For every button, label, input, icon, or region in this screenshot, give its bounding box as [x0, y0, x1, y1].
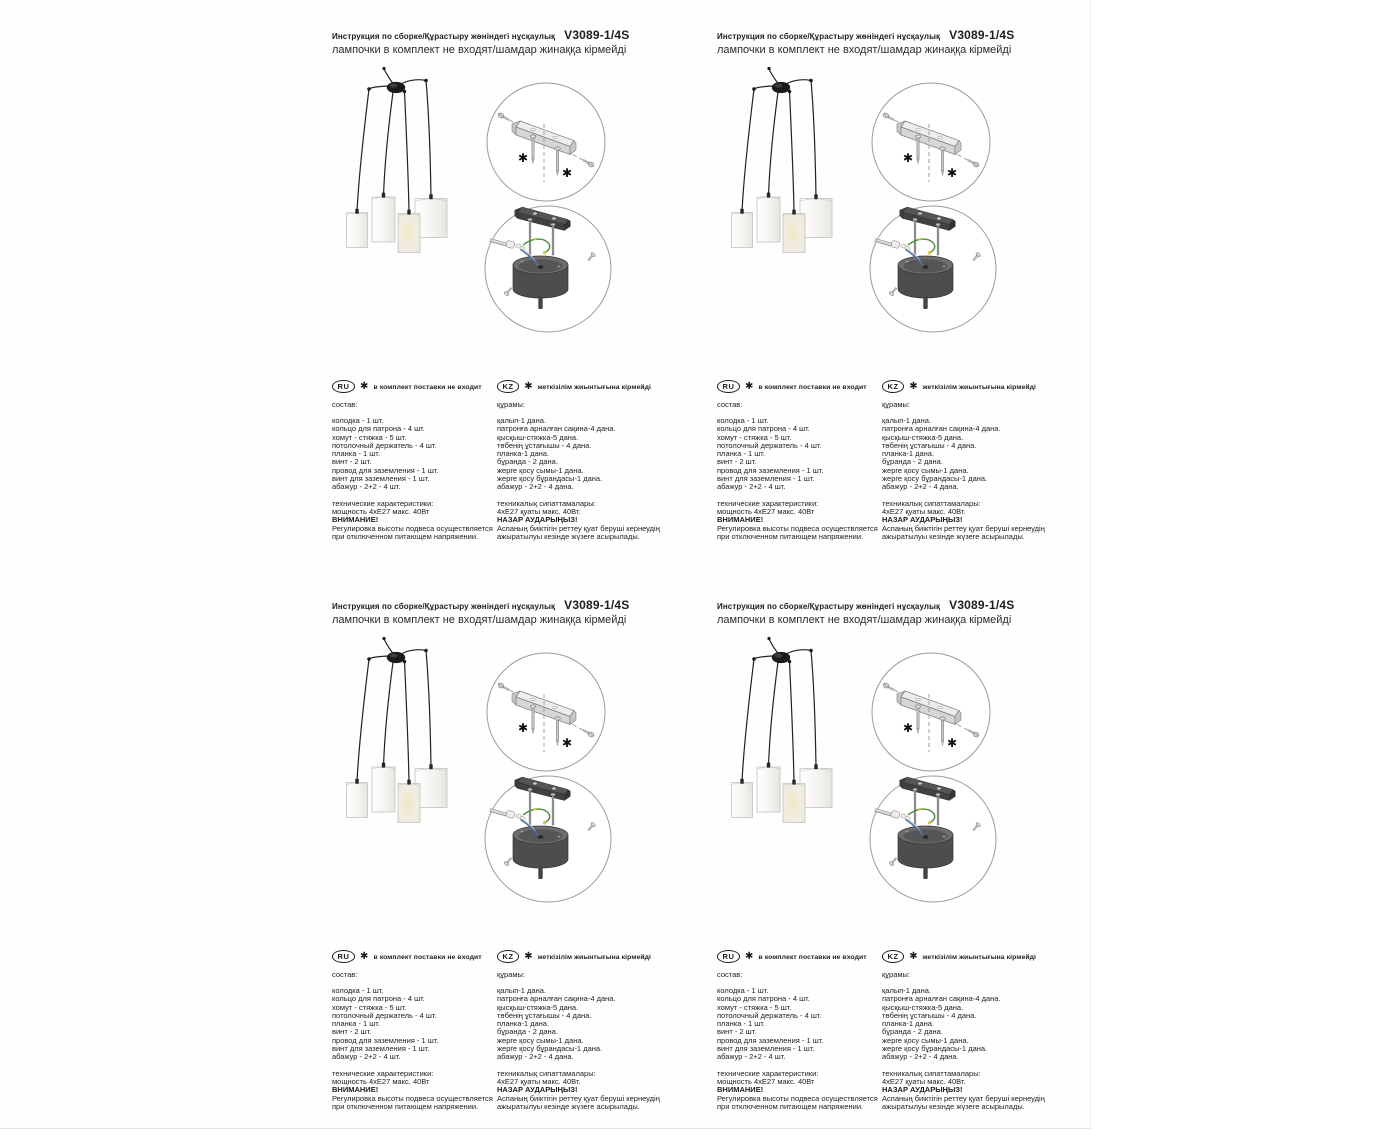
part-item: винт для заземления - 1 шт.: [332, 474, 430, 484]
model-number: V3089-1/4S: [564, 28, 630, 42]
ru-section: [332, 380, 493, 541]
ceiling-cup-wiring-detail: [485, 776, 611, 902]
ru-specs: [332, 500, 493, 541]
part-item: патронға арналған сақина-4 дана.: [882, 424, 1001, 434]
mounting-bracket-detail: [487, 83, 605, 201]
panel-header: [332, 598, 630, 626]
part-item: винт для заземления - 1 шт.: [332, 1044, 430, 1054]
ceiling-canopy-icon: [387, 652, 405, 663]
ru-badge: RU: [332, 950, 355, 963]
part-item: жерге қосу сымы-1 дана.: [497, 465, 584, 475]
part-item: абажур - 2+2 - 4 дана.: [882, 1052, 959, 1062]
ru-specs-power: мощность 4хЕ27 макс. 40Вт: [332, 506, 430, 516]
ru-parts-list: [717, 417, 878, 492]
ru-specs-power: мощность 4хЕ27 макс. 40Вт: [332, 1076, 430, 1086]
pendant-lamp-drawing: [732, 637, 833, 823]
asterisk-icon: ✱: [524, 950, 533, 962]
ru-section: [717, 380, 878, 541]
kz-specs: [882, 500, 1053, 541]
pendant-lamp-drawing: [732, 67, 833, 253]
model-number: V3089-1/4S: [949, 28, 1015, 42]
title-row: [717, 598, 1015, 612]
kz-warning-title: НАЗАР АУДАРЫҢЫЗ!: [882, 1085, 963, 1095]
kz-section: [497, 950, 668, 1111]
instruction-title: Инструкция по сборке/Құрастыру жөніндегі нұсқаулық: [332, 32, 556, 41]
kz-list-title: құрамы:: [882, 970, 911, 979]
part-item: жерге қосу бұрандасы-1 дана.: [497, 1044, 603, 1054]
kz-specs-title: техникалық сипаттамалары:: [882, 498, 981, 508]
part-item: қалып-1 дана.: [497, 986, 546, 995]
ru-not-included-note: в комплект поставки не входит: [373, 383, 482, 391]
part-item: абажур - 2+2 - 4 шт.: [332, 482, 401, 492]
part-item: қысқыш-стяжка-5 дана.: [497, 432, 579, 442]
ru-specs: [717, 500, 878, 541]
asterisk-marker: ✱: [518, 721, 529, 735]
ru-badge: RU: [717, 380, 740, 393]
asterisk-marker: ✱: [518, 151, 529, 165]
part-item: винт - 2 шт.: [717, 457, 757, 467]
panel-header: [717, 598, 1015, 626]
kz-specs: [497, 500, 668, 541]
asterisk-marker: ✱: [903, 721, 914, 735]
part-item: хомут - стяжка - 5 шт.: [332, 432, 407, 442]
instruction-title: Инструкция по сборке/Құрастыру жөніндегі нұсқаулық: [717, 602, 941, 611]
kz-section: [882, 950, 1053, 1111]
part-item: планка-1 дана.: [497, 1019, 550, 1029]
part-item: потолочный держатель - 4 шт.: [332, 1010, 437, 1020]
part-item: абажур - 2+2 - 4 шт.: [332, 1052, 401, 1062]
kz-parts-list: [882, 987, 1053, 1062]
part-item: патронға арналған сақина-4 дана.: [882, 994, 1001, 1004]
ru-not-included-note: в комплект поставки не входит: [373, 953, 482, 961]
assembly-diagram-svg: [330, 630, 670, 944]
lamp-shade: [372, 767, 395, 812]
part-item: планка - 1 шт.: [717, 1019, 765, 1029]
asterisk-icon: ✱: [745, 950, 754, 962]
pendant-lamp-drawing: [347, 637, 448, 823]
instruction-panel: [330, 28, 676, 568]
ru-warning-title: ВНИМАНИЕ!: [717, 515, 764, 525]
kz-badge: KZ: [497, 950, 519, 963]
ru-warning-title: ВНИМАНИЕ!: [332, 1085, 379, 1095]
ru-specs: [717, 1070, 878, 1111]
lamp-shade: [732, 213, 753, 248]
asterisk-icon: ✱: [524, 380, 533, 392]
ceiling-cup-wiring-detail: [870, 206, 996, 332]
ceiling-canopy-icon: [387, 82, 405, 93]
kz-parts-list: [497, 417, 668, 492]
ru-badge-row: [332, 380, 493, 393]
part-item: провод для заземления - 1 шт.: [717, 1035, 824, 1045]
part-item: колодка - 1 шт.: [717, 986, 769, 995]
ru-warning-text: Регулировка высоты подвеса осуществляется при отключенном питающем напряжении.: [717, 1093, 878, 1111]
ru-badge: RU: [717, 950, 740, 963]
kz-list-title: құрамы:: [882, 400, 911, 409]
part-item: төбенің ұстағышы - 4 дана.: [497, 1010, 592, 1020]
kz-specs-power: 4хЕ27 қуаты макс. 40Вт.: [882, 506, 966, 516]
part-item: винт - 2 шт.: [332, 1027, 372, 1037]
kz-specs-title: техникалық сипаттамалары:: [497, 1068, 596, 1078]
part-item: планка-1 дана.: [497, 449, 550, 459]
bulbs-not-included-note: лампочки в комплект не входят/шамдар жинаққа кірмейді: [332, 44, 627, 56]
ru-list-title: состав:: [717, 970, 743, 979]
ru-specs-title: технические характеристики:: [717, 1068, 819, 1078]
part-item: хомут - стяжка - 5 шт.: [717, 432, 792, 442]
part-item: потолочный держатель - 4 шт.: [717, 440, 822, 450]
part-item: қысқыш-стяжка-5 дана.: [882, 432, 964, 442]
ru-badge-row: [332, 950, 493, 963]
ru-warning-title: ВНИМАНИЕ!: [717, 1085, 764, 1095]
part-item: бұранда - 2 дана.: [882, 1027, 943, 1037]
asterisk-icon: ✱: [360, 950, 369, 962]
ru-warning-text: Регулировка высоты подвеса осуществляется при отключенном питающем напряжении.: [717, 523, 878, 541]
ground-wire-tip: [928, 821, 931, 824]
part-item: хомут - стяжка - 5 шт.: [717, 1002, 792, 1012]
bulbs-not-included-note: лампочки в комплект не входят/шамдар жинаққа кірмейді: [717, 44, 1012, 56]
ru-warning-text: Регулировка высоты подвеса осуществляется при отключенном питающем напряжении.: [332, 523, 493, 541]
kz-warning-text: Аспаның биіктігін реттеу қуат беруші кернеудің ажыратылуы кезінде жүзеге асырылады.: [497, 1093, 660, 1111]
kz-specs-title: техникалық сипаттамалары:: [497, 498, 596, 508]
part-item: колодка - 1 шт.: [332, 416, 384, 425]
part-item: қалып-1 дана.: [882, 986, 931, 995]
assembly-illustration: [715, 630, 1055, 944]
kz-specs-power: 4хЕ27 қуаты макс. 40Вт.: [882, 1076, 966, 1086]
part-item: винт для заземления - 1 шт.: [717, 1044, 815, 1054]
ru-specs: [332, 1070, 493, 1111]
part-item: қысқыш-стяжка-5 дана.: [882, 1002, 964, 1012]
part-item: колодка - 1 шт.: [717, 416, 769, 425]
ru-badge-row: [717, 380, 878, 393]
ceiling-cup-wiring-detail: [485, 206, 611, 332]
ru-badge: RU: [332, 380, 355, 393]
ru-list-title: состав:: [332, 400, 358, 409]
bulbs-not-included-note: лампочки в комплект не входят/шамдар жинаққа кірмейді: [717, 614, 1012, 626]
kz-warning-text: Аспаның биіктігін реттеу қуат беруші кернеудің ажыратылуы кезінде жүзеге асырылады.: [882, 523, 1045, 541]
assembly-illustration: [330, 60, 670, 374]
kz-not-included-note: жеткізілім жиынтығына кірмейді: [922, 383, 1037, 391]
ru-specs-power: мощность 4хЕ27 макс. 40Вт: [717, 1076, 815, 1086]
asterisk-icon: ✱: [745, 380, 754, 392]
asterisk-marker: ✱: [947, 736, 958, 750]
ru-warning-text: Регулировка высоты подвеса осуществляется при отключенном питающем напряжении.: [332, 1093, 493, 1111]
part-item: кольцо для патрона - 4 шт.: [717, 424, 810, 434]
lamp-shade: [347, 213, 368, 248]
part-item: абажур - 2+2 - 4 шт.: [717, 482, 786, 492]
part-item: төбенің ұстағышы - 4 дана.: [882, 1010, 977, 1020]
part-item: жерге қосу сымы-1 дана.: [497, 1035, 584, 1045]
ru-list-title: состав:: [332, 970, 358, 979]
kz-warning-title: НАЗАР АУДАРЫҢЫЗ!: [497, 1085, 578, 1095]
ru-warning-title: ВНИМАНИЕ!: [332, 515, 379, 525]
kz-warning-title: НАЗАР АУДАРЫҢЫЗ!: [497, 515, 578, 525]
ru-specs-title: технические характеристики:: [332, 498, 434, 508]
bulbs-not-included-note: лампочки в комплект не входят/шамдар жинаққа кірмейді: [332, 614, 627, 626]
kz-parts-list: [497, 987, 668, 1062]
asterisk-marker: ✱: [903, 151, 914, 165]
lamp-shade: [347, 783, 368, 818]
part-item: хомут - стяжка - 5 шт.: [332, 1002, 407, 1012]
ceiling-cup-wiring-detail: [870, 776, 996, 902]
part-item: жерге қосу бұрандасы-1 дана.: [882, 474, 988, 484]
mounting-bracket-detail: [872, 83, 990, 201]
mounting-bracket-detail: [487, 653, 605, 771]
lamp-shade-lit: [398, 214, 420, 253]
ground-wire-tip: [928, 251, 931, 254]
ru-not-included-note: в комплект поставки не входит: [758, 953, 867, 961]
lamp-shade: [757, 767, 780, 812]
kz-list-title: құрамы:: [497, 400, 526, 409]
mounting-bracket-detail: [872, 653, 990, 771]
ru-not-included-note: в комплект поставки не входит: [758, 383, 867, 391]
kz-badge-row: [882, 950, 1053, 963]
part-item: планка-1 дана.: [882, 449, 935, 459]
assembly-illustration: [715, 60, 1055, 374]
kz-specs: [497, 1070, 668, 1111]
kz-parts-list: [882, 417, 1053, 492]
lamp-shade: [732, 783, 753, 818]
part-item: винт - 2 шт.: [332, 457, 372, 467]
part-item: кольцо для патрона - 4 шт.: [717, 994, 810, 1004]
kz-list-title: құрамы:: [497, 970, 526, 979]
instruction-title: Инструкция по сборке/Құрастыру жөніндегі нұсқаулық: [717, 32, 941, 41]
assembly-illustration: [330, 630, 670, 944]
part-item: винт для заземления - 1 шт.: [717, 474, 815, 484]
instruction-title: Инструкция по сборке/Құрастыру жөніндегі нұсқаулық: [332, 602, 556, 611]
kz-not-included-note: жеткізілім жиынтығына кірмейді: [922, 953, 1037, 961]
part-item: жерге қосу бұрандасы-1 дана.: [882, 1044, 988, 1054]
kz-warning-title: НАЗАР АУДАРЫҢЫЗ!: [882, 515, 963, 525]
part-item: планка - 1 шт.: [717, 449, 765, 459]
part-item: абажур - 2+2 - 4 дана.: [497, 482, 574, 492]
lamp-shade-lit: [398, 784, 420, 823]
kz-section: [497, 380, 668, 541]
ceiling-canopy-icon: [772, 82, 790, 93]
ru-list-title: состав:: [717, 400, 743, 409]
assembly-diagram-svg: [715, 60, 1055, 374]
part-item: жерге қосу сымы-1 дана.: [882, 465, 969, 475]
kz-specs-title: техникалық сипаттамалары:: [882, 1068, 981, 1078]
model-number: V3089-1/4S: [564, 598, 630, 612]
kz-section: [882, 380, 1053, 541]
kz-badge: KZ: [882, 380, 904, 393]
part-item: провод для заземления - 1 шт.: [332, 1035, 439, 1045]
asterisk-marker: ✱: [562, 736, 573, 750]
ru-section: [717, 950, 878, 1111]
part-item: планка - 1 шт.: [332, 1019, 380, 1029]
kz-specs-power: 4хЕ27 қуаты макс. 40Вт.: [497, 1076, 581, 1086]
lamp-shade: [757, 197, 780, 242]
panel-header: [332, 28, 630, 56]
part-item: қысқыш-стяжка-5 дана.: [497, 1002, 579, 1012]
ground-wire-tip: [543, 251, 546, 254]
part-item: винт - 2 шт.: [717, 1027, 757, 1037]
kz-badge-row: [497, 380, 668, 393]
part-item: жерге қосу сымы-1 дана.: [882, 1035, 969, 1045]
part-item: колодка - 1 шт.: [332, 986, 384, 995]
ru-specs-title: технические характеристики:: [717, 498, 819, 508]
ru-parts-list: [717, 987, 878, 1062]
ru-parts-list: [332, 987, 493, 1062]
part-item: планка - 1 шт.: [332, 449, 380, 459]
lamp-shade-lit: [783, 784, 805, 823]
kz-warning-text: Аспаның биіктігін реттеу қуат беруші кернеудің ажыратылуы кезінде жүзеге асырылады.: [497, 523, 660, 541]
part-item: абажур - 2+2 - 4 дана.: [882, 482, 959, 492]
part-item: патронға арналған сақина-4 дана.: [497, 424, 616, 434]
asterisk-icon: ✱: [909, 380, 918, 392]
part-item: провод для заземления - 1 шт.: [332, 465, 439, 475]
kz-badge-row: [882, 380, 1053, 393]
part-item: потолочный держатель - 4 шт.: [717, 1010, 822, 1020]
kz-specs-power: 4хЕ27 қуаты макс. 40Вт.: [497, 506, 581, 516]
part-item: кольцо для патрона - 4 шт.: [332, 994, 425, 1004]
ru-section: [332, 950, 493, 1111]
part-item: планка-1 дана.: [882, 1019, 935, 1029]
part-item: бұранда - 2 дана.: [497, 457, 558, 467]
lamp-shade: [372, 197, 395, 242]
part-item: абажур - 2+2 - 4 дана.: [497, 1052, 574, 1062]
asterisk-marker: ✱: [947, 166, 958, 180]
lamp-shade-lit: [783, 214, 805, 253]
part-item: кольцо для патрона - 4 шт.: [332, 424, 425, 434]
part-item: потолочный держатель - 4 шт.: [332, 440, 437, 450]
part-item: бұранда - 2 дана.: [882, 457, 943, 467]
title-row: [332, 598, 630, 612]
instruction-panel: [330, 598, 676, 1138]
ceiling-canopy-icon: [772, 652, 790, 663]
panel-header: [717, 28, 1015, 56]
asterisk-marker: ✱: [562, 166, 573, 180]
assembly-diagram-svg: [715, 630, 1055, 944]
ru-specs-power: мощность 4хЕ27 макс. 40Вт: [717, 506, 815, 516]
kz-not-included-note: жеткізілім жиынтығына кірмейді: [537, 953, 652, 961]
title-row: [332, 28, 630, 42]
asterisk-icon: ✱: [360, 380, 369, 392]
pendant-lamp-drawing: [347, 67, 448, 253]
ru-badge-row: [717, 950, 878, 963]
part-item: төбенің ұстағышы - 4 дана.: [882, 440, 977, 450]
kz-specs: [882, 1070, 1053, 1111]
part-item: провод для заземления - 1 шт.: [717, 465, 824, 475]
asterisk-icon: ✱: [909, 950, 918, 962]
instruction-panel: [715, 598, 1061, 1138]
kz-badge: KZ: [497, 380, 519, 393]
ru-specs-title: технические характеристики:: [332, 1068, 434, 1078]
kz-warning-text: Аспаның биіктігін реттеу қуат беруші кернеудің ажыратылуы кезінде жүзеге асырылады.: [882, 1093, 1045, 1111]
part-item: патронға арналған сақина-4 дана.: [497, 994, 616, 1004]
kz-not-included-note: жеткізілім жиынтығына кірмейді: [537, 383, 652, 391]
part-item: абажур - 2+2 - 4 шт.: [717, 1052, 786, 1062]
model-number: V3089-1/4S: [949, 598, 1015, 612]
part-item: қалып-1 дана.: [497, 416, 546, 425]
ground-wire-tip: [543, 821, 546, 824]
title-row: [717, 28, 1015, 42]
instruction-panel: [715, 28, 1061, 568]
kz-badge-row: [497, 950, 668, 963]
part-item: төбенің ұстағышы - 4 дана.: [497, 440, 592, 450]
kz-badge: KZ: [882, 950, 904, 963]
part-item: бұранда - 2 дана.: [497, 1027, 558, 1037]
ru-parts-list: [332, 417, 493, 492]
part-item: қалып-1 дана.: [882, 416, 931, 425]
part-item: жерге қосу бұрандасы-1 дана.: [497, 474, 603, 484]
assembly-diagram-svg: [330, 60, 670, 374]
